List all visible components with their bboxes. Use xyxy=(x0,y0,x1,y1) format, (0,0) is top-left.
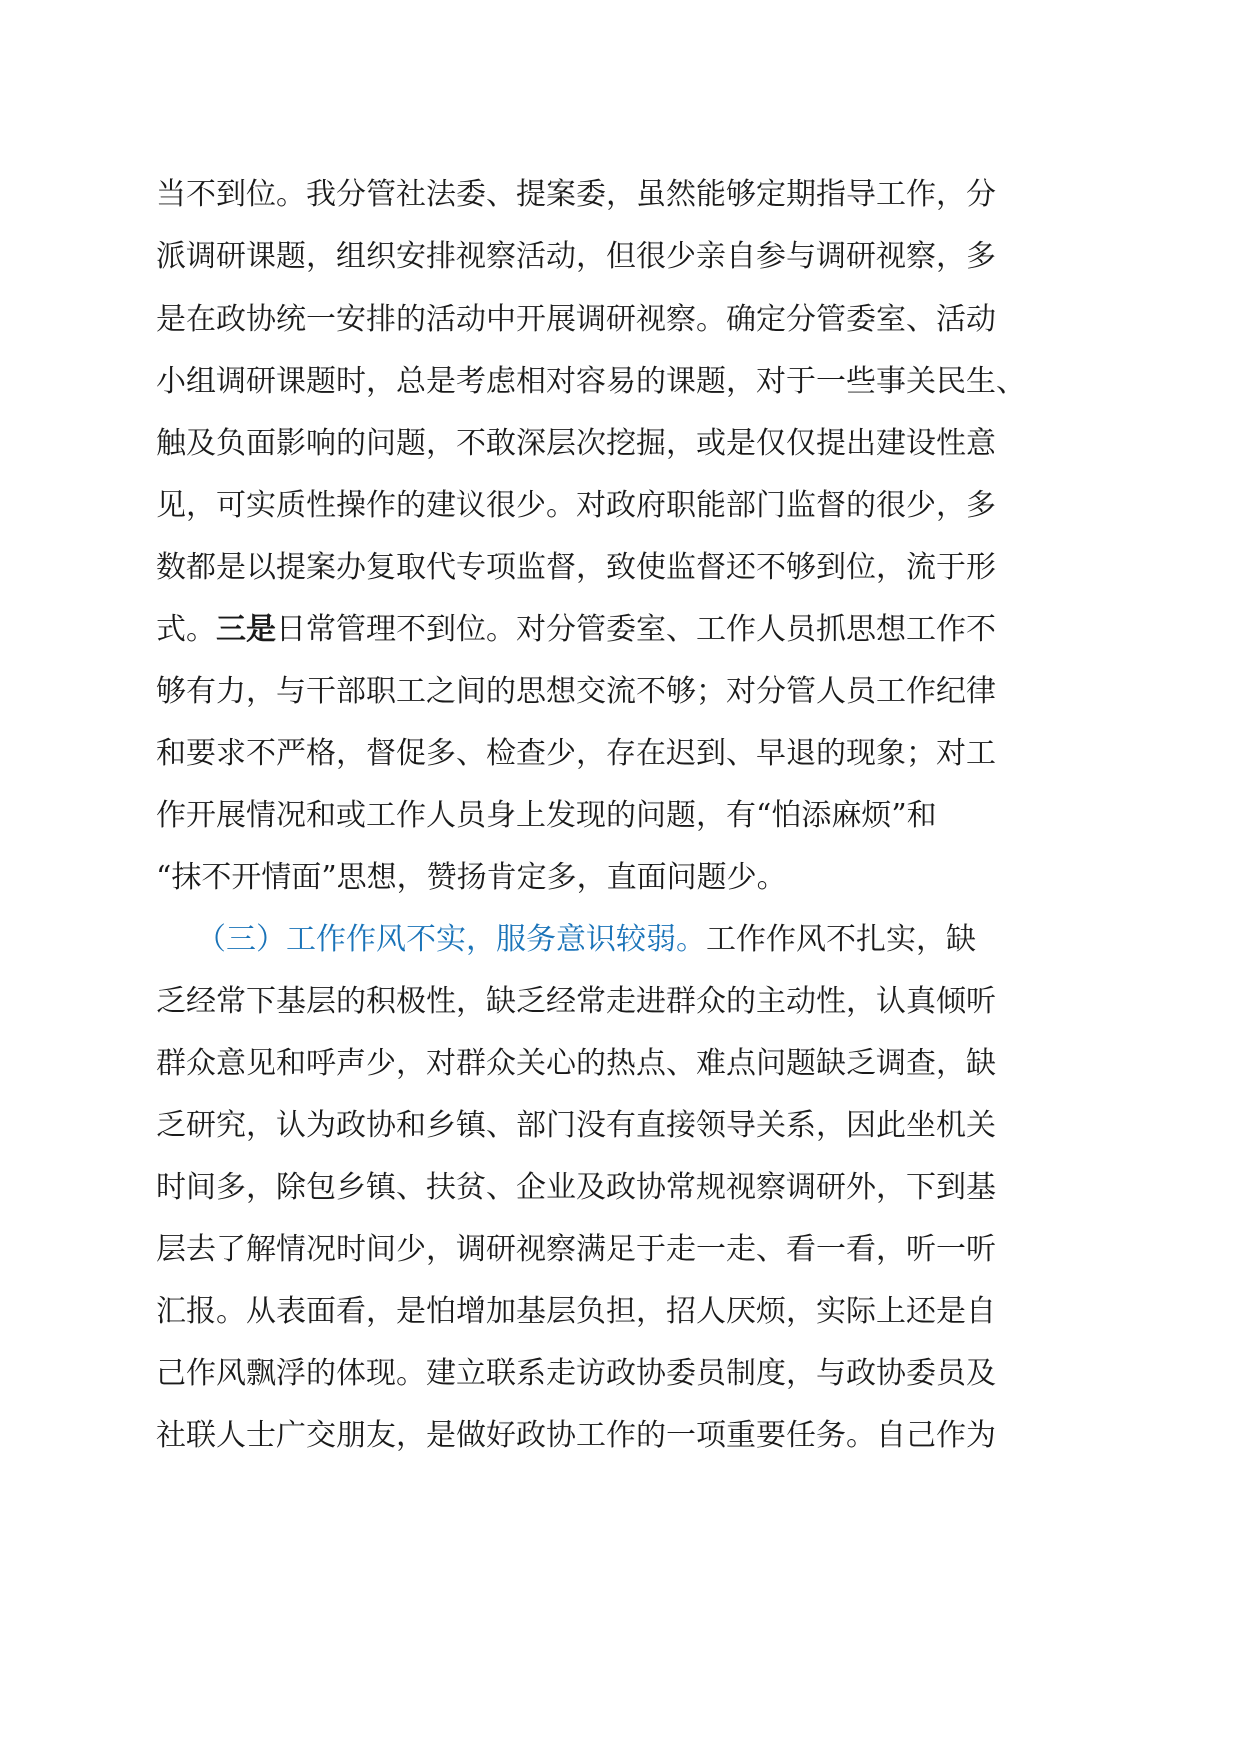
body-line: 作开展情况和或工作人员身上发现的问题，有“怕添麻烦”和 xyxy=(156,798,937,833)
body-line: 派调研课题，组织安排视察活动，但很少亲自参与调研视察，多 xyxy=(156,239,996,274)
bold-label: 三是 xyxy=(216,612,276,647)
body-line: 群众意见和呼声少，对群众关心的热点、难点问题缺乏调查，缺 xyxy=(156,1046,996,1081)
body-line: “抹不开情面”思想，赞扬肯定多，直面问题少。 xyxy=(156,860,787,895)
body-line-with-bold xyxy=(156,610,996,650)
body-text: 式。 xyxy=(156,612,216,647)
body-line: 和要求不严格，督促多、检查少，存在迟到、早退的现象；对工 xyxy=(156,736,996,771)
body-line: 是在政协统一安排的活动中开展调研视察。确定分管委室、活动 xyxy=(156,302,996,337)
body-line: 够有力，与干部职工之间的思想交流不够；对分管人员工作纪律 xyxy=(156,674,996,709)
body-text: 日常管理不到位。对分管委室、工作人员抓思想工作不 xyxy=(276,612,996,647)
body-line: 时间多，除包乡镇、扶贫、企业及政协常规视察调研外，下到基 xyxy=(156,1170,996,1205)
body-text: 工作作风不扎实，缺 xyxy=(706,922,976,957)
body-line: 层去了解情况时间少，调研视察满足于走一走、看一看，听一听 xyxy=(156,1232,996,1267)
body-line: 社联人士广交朋友，是做好政协工作的一项重要任务。自己作为 xyxy=(156,1418,996,1453)
body-line: 汇报。从表面看，是怕增加基层负担，招人厌烦，实际上还是自 xyxy=(156,1294,996,1329)
body-line: 乏研究，认为政协和乡镇、部门没有直接领导关系，因此坐机关 xyxy=(156,1108,996,1143)
section-heading-line xyxy=(196,920,976,960)
section-heading: （三）工作作风不实，服务意识较弱。 xyxy=(196,922,706,957)
body-line: 当不到位。我分管社法委、提案委，虽然能够定期指导工作，分 xyxy=(156,177,996,212)
body-line: 触及负面影响的问题，不敢深层次挖掘，或是仅仅提出建设性意 xyxy=(156,426,996,461)
body-line: 小组调研课题时，总是考虑相对容易的课题，对于一些事关民生、 xyxy=(156,364,1026,399)
body-line: 乏经常下基层的积极性，缺乏经常走进群众的主动性，认真倾听 xyxy=(156,984,996,1019)
body-line: 己作风飘浮的体现。建立联系走访政协委员制度，与政协委员及 xyxy=(156,1356,996,1391)
body-line: 数都是以提案办复取代专项监督，致使监督还不够到位，流于形 xyxy=(156,550,996,585)
body-line: 见，可实质性操作的建议很少。对政府职能部门监督的很少，多 xyxy=(156,488,996,523)
